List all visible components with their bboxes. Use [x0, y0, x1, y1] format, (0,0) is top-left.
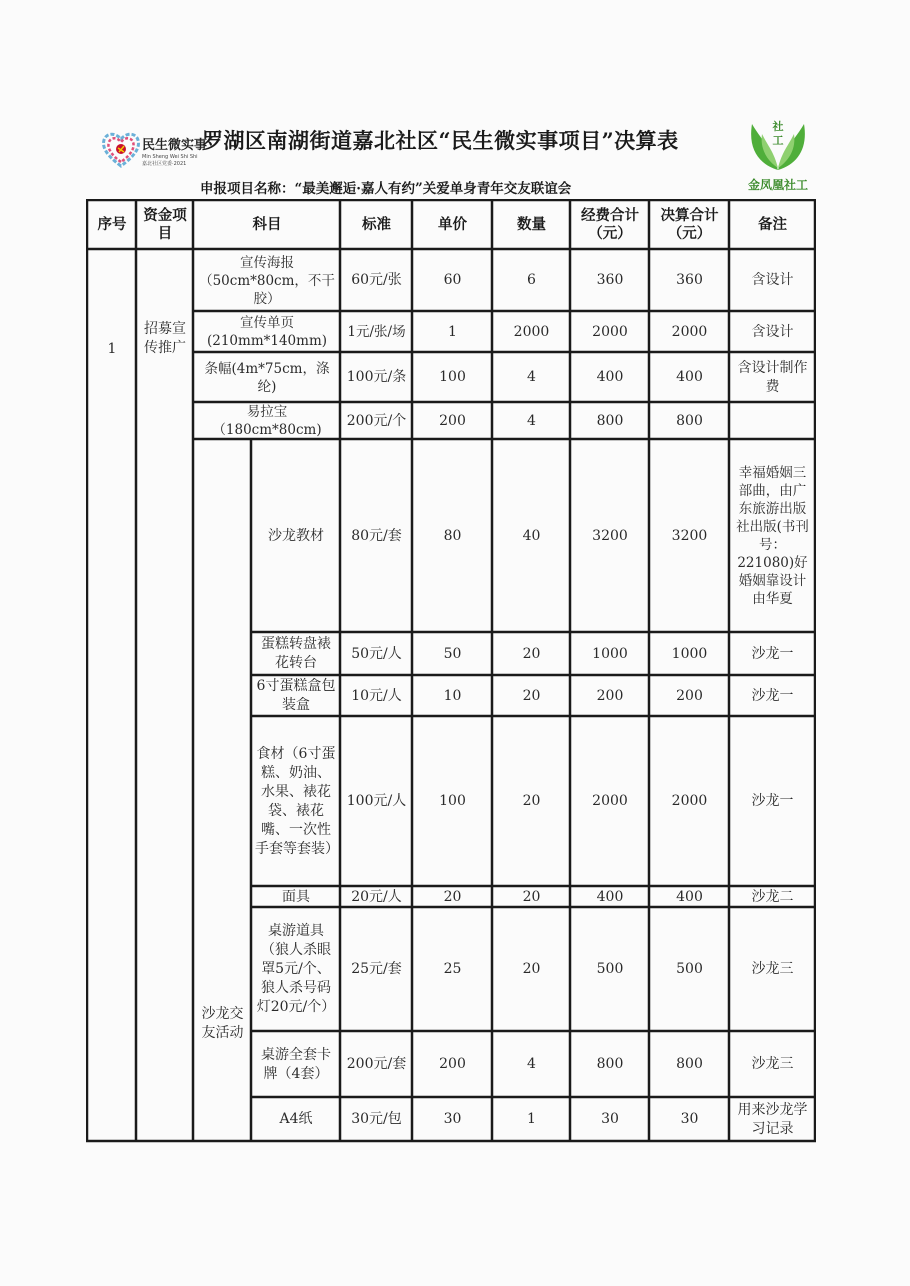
row-3-budget: 400: [596, 369, 624, 385]
row-2-budget: 2000: [592, 323, 628, 340]
row-7-standard: 10元/人: [351, 687, 402, 704]
row-12-final: 30: [680, 1111, 699, 1127]
badge-text-2: 工: [772, 134, 784, 147]
row-4-final: 800: [676, 412, 703, 429]
row-2-qty: 2000: [513, 323, 550, 340]
row-9-budget: 400: [596, 888, 624, 905]
row-10-standard: 25元/套: [351, 961, 402, 977]
row-5-standard: 80元/套: [351, 527, 402, 544]
row-7-note: 沙龙一: [751, 687, 794, 704]
row-1-budget: 360: [596, 272, 624, 288]
row-11-budget: 800: [596, 1056, 624, 1072]
row-9-standard: 20元/人: [351, 888, 402, 905]
row-6-standard: 50元/人: [351, 645, 402, 662]
row-8-budget: 2000: [592, 793, 628, 809]
row-2-note: 含设计: [751, 323, 794, 340]
row-7-final: 200: [676, 687, 703, 704]
row-5-qty: 40: [522, 527, 541, 544]
row-2-item: 宣传单页(210mm*140mm): [206, 315, 328, 349]
row-8-note: 沙龙一: [751, 793, 794, 809]
row-6-price: 50: [443, 645, 462, 662]
row-8-price: 100: [439, 793, 466, 809]
row-10-final: 500: [676, 961, 703, 977]
row-1-item: 宣传海报（50cm*80cm，不干胶）: [199, 254, 335, 307]
row-11-qty: 4: [527, 1056, 536, 1072]
row-8-standard: 100元/人: [346, 793, 407, 809]
row-11-price: 200: [439, 1056, 466, 1072]
row-4-qty: 4: [527, 412, 536, 429]
row-12-budget: 30: [601, 1111, 619, 1127]
header-seq: 序号: [97, 216, 127, 233]
row-3-item: 条幅(4m*75cm，涤纶): [204, 360, 330, 395]
row-10-qty: 20: [522, 961, 541, 977]
row-4-standard: 200元/个: [346, 412, 407, 429]
row-12-note: 用来沙龙学习记录: [737, 1101, 808, 1137]
logo-text: 民生微实事: [142, 138, 208, 153]
header-remarks: 备注: [758, 216, 787, 233]
row-2-final: 2000: [671, 323, 708, 340]
row-4-price: 200: [439, 412, 466, 429]
golden-phoenix-logo: [738, 112, 818, 194]
row-8-final: 2000: [671, 793, 708, 809]
row-1-standard: 60元/张: [351, 272, 402, 288]
row-1-final: 360: [676, 272, 703, 288]
badge-text-1: 社: [772, 120, 784, 133]
header-quantity: 数量: [517, 216, 546, 233]
row-7-qty: 20: [522, 687, 541, 704]
page-title: 罗湖区南湖街道嘉北社区“民生微实事项目”决算表: [202, 128, 679, 153]
row-7-item: 6寸蛋糕盒包装盒: [256, 678, 336, 713]
min-sheng-logo: [100, 128, 218, 170]
row-10-budget: 500: [596, 961, 624, 977]
row-5-price: 80: [443, 527, 462, 544]
row-12-price: 30: [443, 1111, 462, 1127]
row-9-final: 400: [676, 888, 703, 905]
row-8-item: 食材（6寸蛋糕、奶油、水果、裱花袋、裱花嘴、一次性手套等套装）: [255, 745, 339, 857]
row-8-qty: 20: [522, 793, 541, 809]
row-11-item: 桌游全套卡牌（4套）: [261, 1046, 331, 1082]
category-cell: 招募宣传推广: [144, 321, 186, 356]
row-6-note: 沙龙一: [751, 645, 794, 662]
row-2-standard: 1元/张/场: [347, 324, 406, 340]
row-9-item: 面具: [282, 888, 310, 905]
row-1-price: 60: [443, 272, 462, 288]
row-9-qty: 20: [522, 888, 541, 905]
heart-logo-icon: [100, 128, 142, 170]
logo-right-text: 金凤凰社工: [747, 178, 808, 192]
leaf-badge-icon: [738, 112, 818, 174]
row-1-note: 含设计: [751, 272, 794, 288]
row-4-item: 易拉宝（180cm*80cm): [212, 404, 322, 438]
header-standard: 标准: [362, 216, 391, 233]
logo-subtext-2: 嘉北社区党委·2021: [142, 161, 187, 167]
row-7-budget: 200: [596, 687, 624, 704]
sub-category-cell: 沙龙交友活动: [201, 1006, 244, 1041]
row-5-item: 沙龙教材: [268, 527, 324, 544]
row-6-final: 1000: [671, 645, 708, 662]
row-12-item: A4纸: [279, 1111, 313, 1127]
row-3-price: 100: [439, 369, 466, 385]
row-4-budget: 800: [596, 412, 624, 429]
row-3-qty: 4: [527, 369, 536, 385]
row-6-item: 蛋糕转盘裱花转台: [261, 636, 331, 671]
row-6-budget: 1000: [592, 645, 628, 662]
header-budget-total: 经费合计（元）: [581, 207, 639, 242]
row-2-price: 1: [448, 323, 457, 340]
logo-subtext: Min Sheng Wei Shi Shi: [142, 154, 198, 160]
project-name: 申报项目名称：“最美邂逅·嘉人有约”关爱单身青年交友联谊会: [200, 181, 572, 197]
row-12-qty: 1: [527, 1111, 536, 1127]
row-10-price: 25: [443, 961, 462, 977]
row-3-note: 含设计制作费: [737, 359, 808, 395]
header-unit-price: 单价: [438, 216, 467, 233]
row-11-standard: 200元/套: [346, 1056, 407, 1072]
row-11-note: 沙龙三: [751, 1056, 794, 1072]
row-7-price: 10: [443, 687, 462, 704]
row-9-note: 沙龙二: [751, 888, 794, 905]
row-10-note: 沙龙三: [751, 961, 794, 977]
row-11-final: 800: [676, 1056, 703, 1072]
row-6-qty: 20: [522, 645, 541, 662]
header-subject: 科目: [252, 216, 282, 233]
header-fund-item: 资金项目: [143, 207, 187, 242]
row-4-note: [730, 403, 815, 439]
header-final-total: 决算合计（元）: [660, 207, 719, 242]
seq-cell: 1: [107, 340, 117, 357]
row-5-budget: 3200: [592, 527, 628, 544]
row-3-standard: 100元/条: [346, 369, 407, 385]
row-12-standard: 30元/包: [351, 1111, 402, 1127]
row-10-item: 桌游道具（狼人杀眼罩5元/个、狼人杀号码灯20元/个）: [256, 923, 336, 1015]
row-3-final: 400: [676, 369, 703, 385]
row-9-price: 20: [443, 888, 462, 905]
row-1-qty: 6: [527, 272, 536, 288]
row-5-final: 3200: [671, 527, 708, 544]
row-5-note: 幸福婚姻三部曲，由广东旅游出版社出版(书刊号：221080)好婚姻靠设计由华夏: [736, 465, 809, 607]
